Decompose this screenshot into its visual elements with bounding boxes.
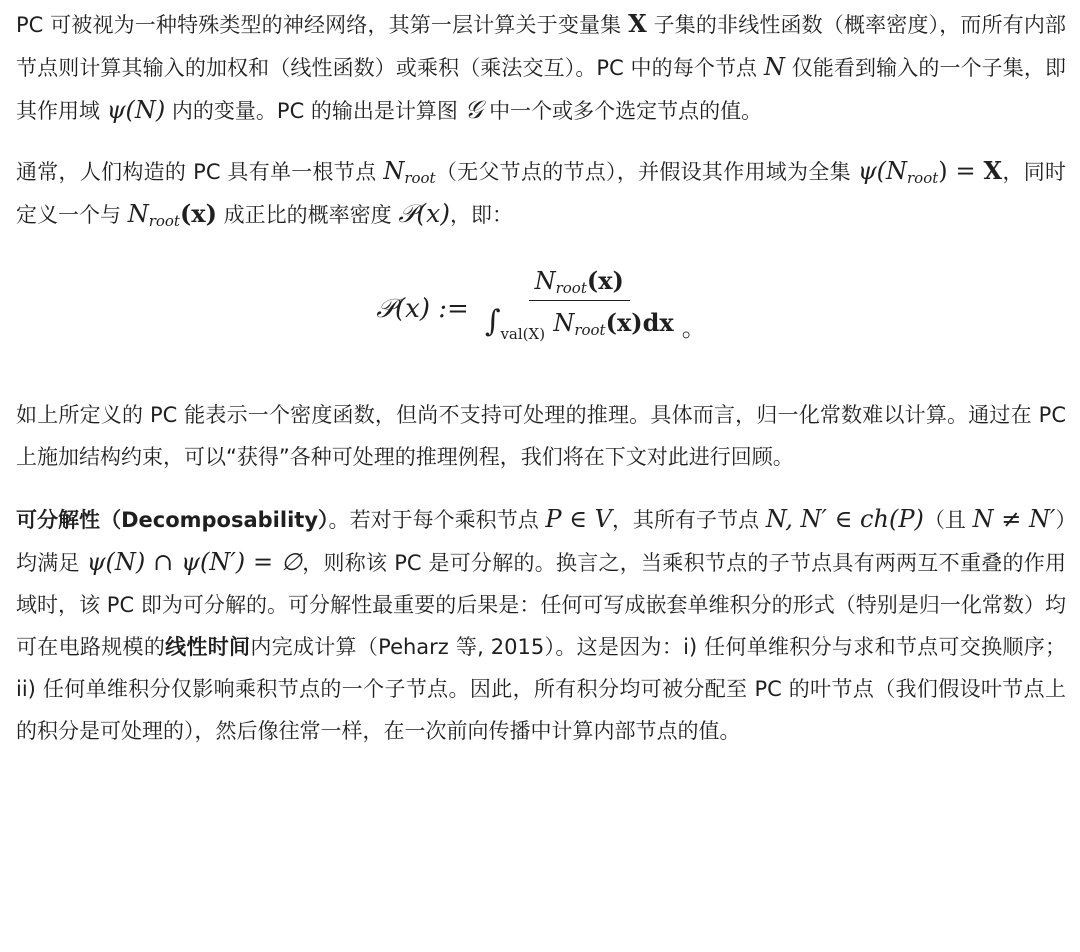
- text-span: 中一个或多个选定节点的值。: [482, 99, 763, 123]
- text-span: 子集的非线性函数（概率密度），而所有内部节点则计算其输入的加权和（线性函数）或乘积（乘法交互）。PC 中的每个节点: [16, 13, 1066, 80]
- integral-symbol: ∫: [484, 304, 501, 339]
- math-density-p-x: 𝒫(x): [398, 199, 450, 228]
- math-root-subscript: root: [907, 169, 939, 187]
- math-psi-close: ) =: [938, 157, 984, 185]
- text-span: 。若对于每个乘积节点: [328, 508, 546, 532]
- text-span: 如上所定义的 PC 能表示一个密度函数，但尚不支持可处理的推理。具体而言，归一化常数难以计算。通过在 PC 上施加结构约束，可以“获得”各种可处理的推理例程，我们将在下文对此进行回顾。: [16, 403, 1066, 469]
- math-scope-psi-n: ψ(N): [106, 96, 166, 124]
- paragraph-pc-definition: [16, 3, 1066, 132]
- equation-row: [16, 264, 1066, 353]
- paragraph-root-node: [16, 150, 1066, 236]
- math-n-root: N: [534, 267, 556, 295]
- math-variable-set-x: X: [983, 156, 1003, 185]
- text-span: 内的变量。PC 的输出是计算图: [165, 99, 465, 123]
- math-children-of-p: N, N′ ∈ ch(P): [765, 505, 924, 533]
- text-span: ，即：: [449, 203, 513, 227]
- math-root-subscript: root: [555, 279, 587, 297]
- math-root-subscript: root: [148, 212, 180, 230]
- text-span: （无父节点的节点），并假设其作用域为全集: [435, 160, 858, 184]
- paragraph-tractability: [16, 394, 1066, 478]
- text-span: PC 可被视为一种特殊类型的神经网络，其第一层计算关于变量集: [16, 13, 629, 37]
- equation-period: 。: [681, 314, 706, 342]
- math-n-root: N: [553, 309, 575, 337]
- text-span: 成正比的概率密度: [216, 203, 399, 227]
- display-equation: [16, 264, 1066, 360]
- text-span: ）均满足: [16, 508, 1066, 575]
- math-psi-open: ψ(N: [857, 157, 907, 185]
- math-variable-set-x: X: [628, 9, 647, 38]
- text-span: 仅能看到输入的一个子集，即其作用域: [16, 56, 1066, 123]
- fraction-denominator: [479, 301, 680, 353]
- math-node-n: N: [763, 53, 785, 81]
- math-of-x: (x): [179, 199, 217, 228]
- fraction: [479, 264, 680, 353]
- math-scope-intersection: ψ(N) ∩ ψ(N′) = ∅: [86, 548, 302, 576]
- text-span: ，则称该 PC 是可分解的。换言之，当乘积节点的子节点具有两两互不重叠的作用域时，该 PC 即为可分解的。可分解性最重要的后果是：任何可写成嵌套单维积分的形式（特别是归一化常数）均可在电路规模的: [16, 551, 1066, 659]
- text-span: ，同时定义一个与: [16, 160, 1066, 227]
- math-of-x-dx: (x)dx: [605, 308, 674, 337]
- math-of-x: (x): [586, 266, 624, 295]
- term-decomposability: 可分解性（Decomposability）: [16, 508, 329, 532]
- math-root-subscript: root: [574, 321, 606, 339]
- math-p-in-v: P ∈ V: [545, 505, 612, 533]
- text-span: 内完成计算（Peharz 等, 2015）。这是因为：i) 任何单维积分与求和节点可交换顺序；ii) 任何单维积分仅影响乘积节点的一个子节点。因此，所有积分均可被分配至 PC 的叶节点（我们假设叶节点上的积分是可处理的），然后像往常一样，在一次前向传播中计算内部节点的值。: [16, 635, 1067, 743]
- equation-lhs: 𝒫(x) :=: [376, 293, 469, 324]
- text-span: ，其所有子节点: [611, 508, 766, 532]
- term-linear-time: 线性时间: [165, 635, 251, 659]
- text-span: （且: [923, 508, 973, 532]
- math-n-root: N: [127, 200, 149, 228]
- math-root-subscript: root: [404, 169, 436, 187]
- equation-inner: [376, 264, 705, 353]
- paragraph-decomposability: [16, 498, 1066, 752]
- math-n-root: N: [383, 157, 405, 185]
- text-span: 通常，人们构造的 PC 具有单一根节点: [16, 160, 384, 184]
- math-n-neq: N ≠ N′: [972, 505, 1056, 533]
- math-graph-g: 𝒢: [464, 95, 483, 124]
- fraction-numerator: [529, 264, 630, 301]
- integral-domain: val(X): [500, 325, 546, 343]
